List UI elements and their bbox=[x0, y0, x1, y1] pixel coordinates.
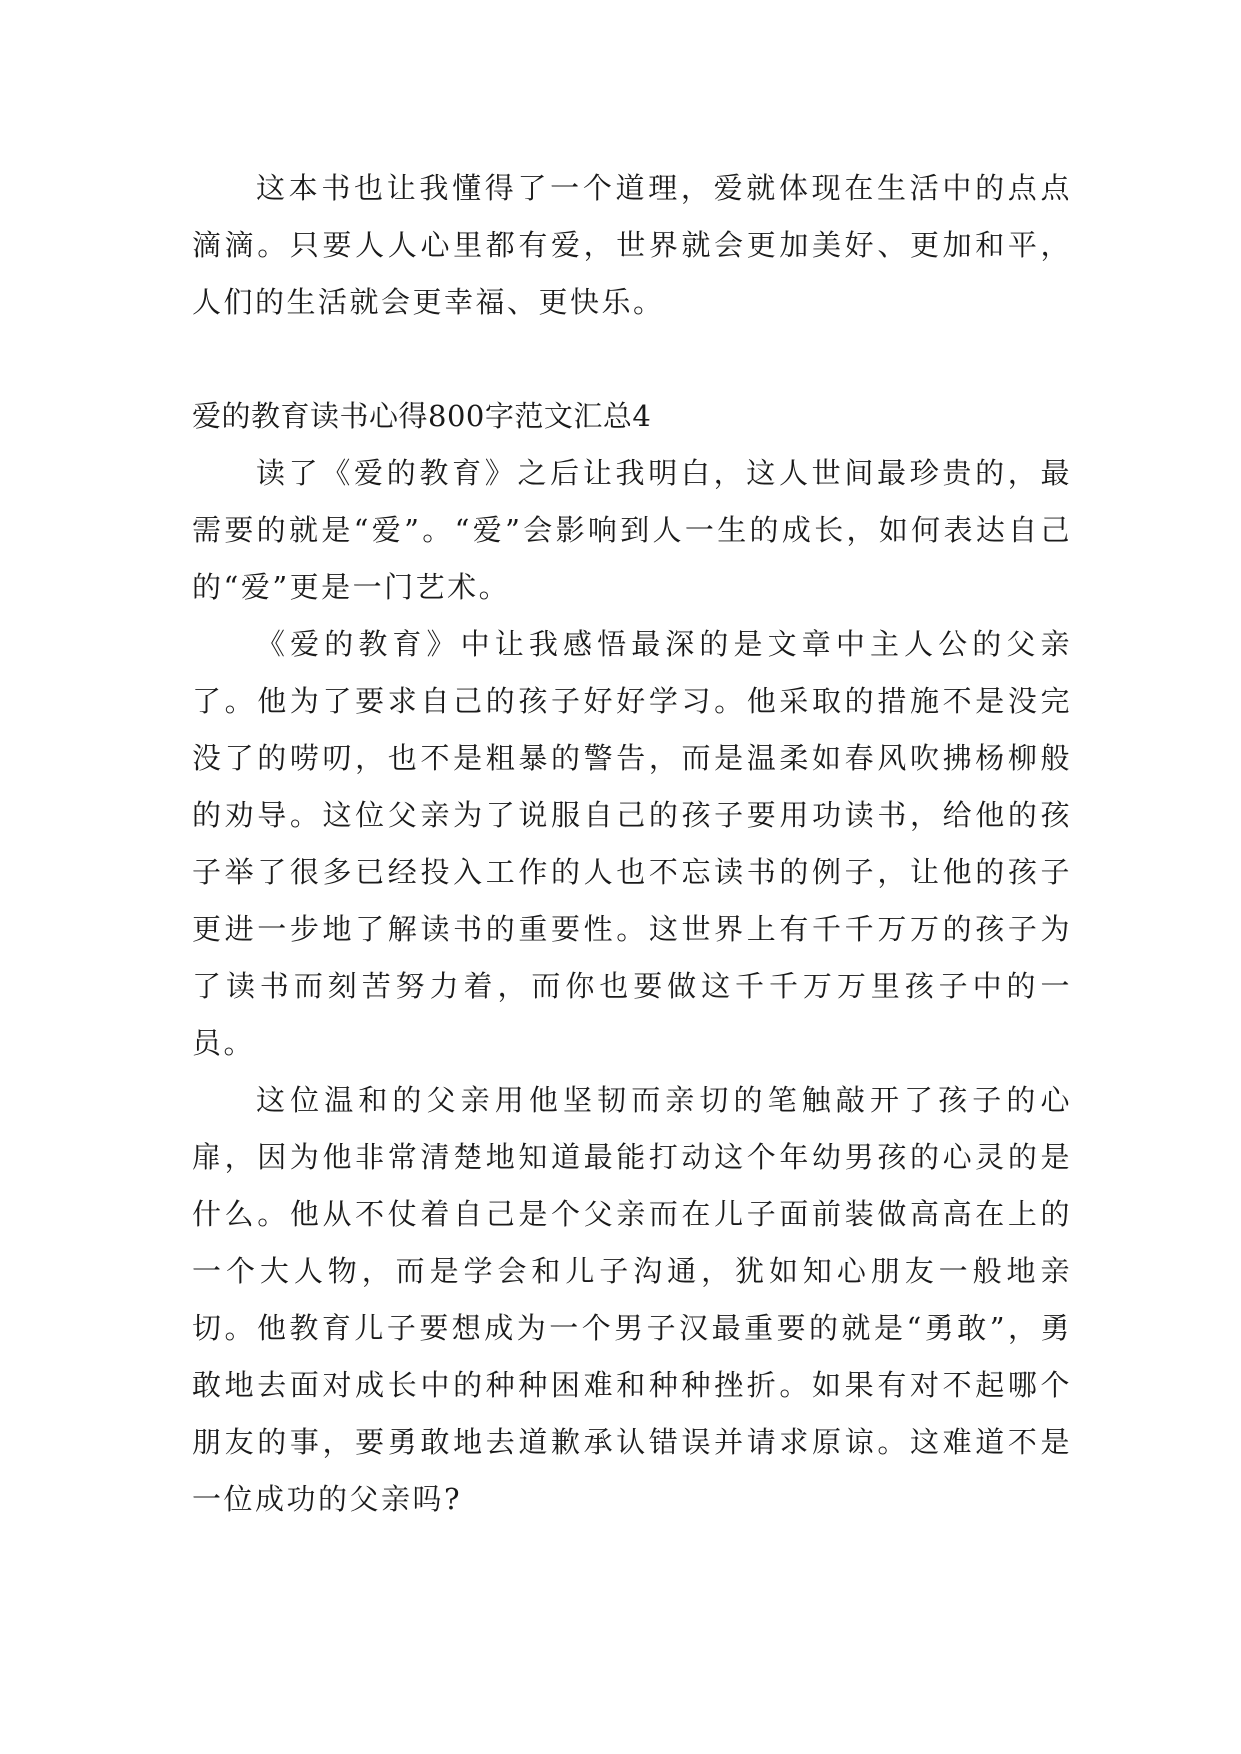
section-heading: 爱的教育读书心得800字范文汇总4 bbox=[192, 399, 652, 433]
intro-paragraph: 这本书也让我懂得了一个道理，爱就体现在生活中的点点滴滴。只要人人心里都有爱，世界就会更加美好、更加和平，人们的生活就会更幸福、更快乐。 bbox=[192, 171, 1072, 319]
body-paragraph-1: 读了《爱的教育》之后让我明白，这人世间最珍贵的，最需要的就是“爱”。“爱”会影响到人一生的成长，如何表达自己的“爱”更是一门艺术。 bbox=[192, 456, 1072, 604]
body-paragraph-3: 这位温和的父亲用他坚韧而亲切的笔触敲开了孩子的心扉，因为他非常清楚地知道最能打动这个年幼男孩的心灵的是什么。他从不仗着自己是个父亲而在儿子面前装做高高在上的一个大人物，而是学会和儿子沟通，犹如知心朋友一般地亲切。他教育儿子要想成为一个男子汉最重要的就是“勇敢”，勇敢地去面对成长中的种种困难和种种挫折。如果有对不起哪个朋友的事，要勇敢地去道歉承认错误并请求原谅。这难道不是一位成功的父亲吗? bbox=[192, 1083, 1072, 1516]
document-body bbox=[192, 160, 1072, 1528]
body-paragraph-2: 《爱的教育》中让我感悟最深的是文章中主人公的父亲了。他为了要求自己的孩子好好学习。他采取的措施不是没完没了的唠叨，也不是粗暴的警告，而是温柔如春风吹拂杨柳般的劝导。这位父亲为了说服自己的孩子要用功读书，给他的孩子举了很多已经投入工作的人也不忘读书的例子，让他的孩子更进一步地了解读书的重要性。这世界上有千千万万的孩子为了读书而刻苦努力着，而你也要做这千千万万里孩子中的一员。 bbox=[192, 627, 1072, 1060]
